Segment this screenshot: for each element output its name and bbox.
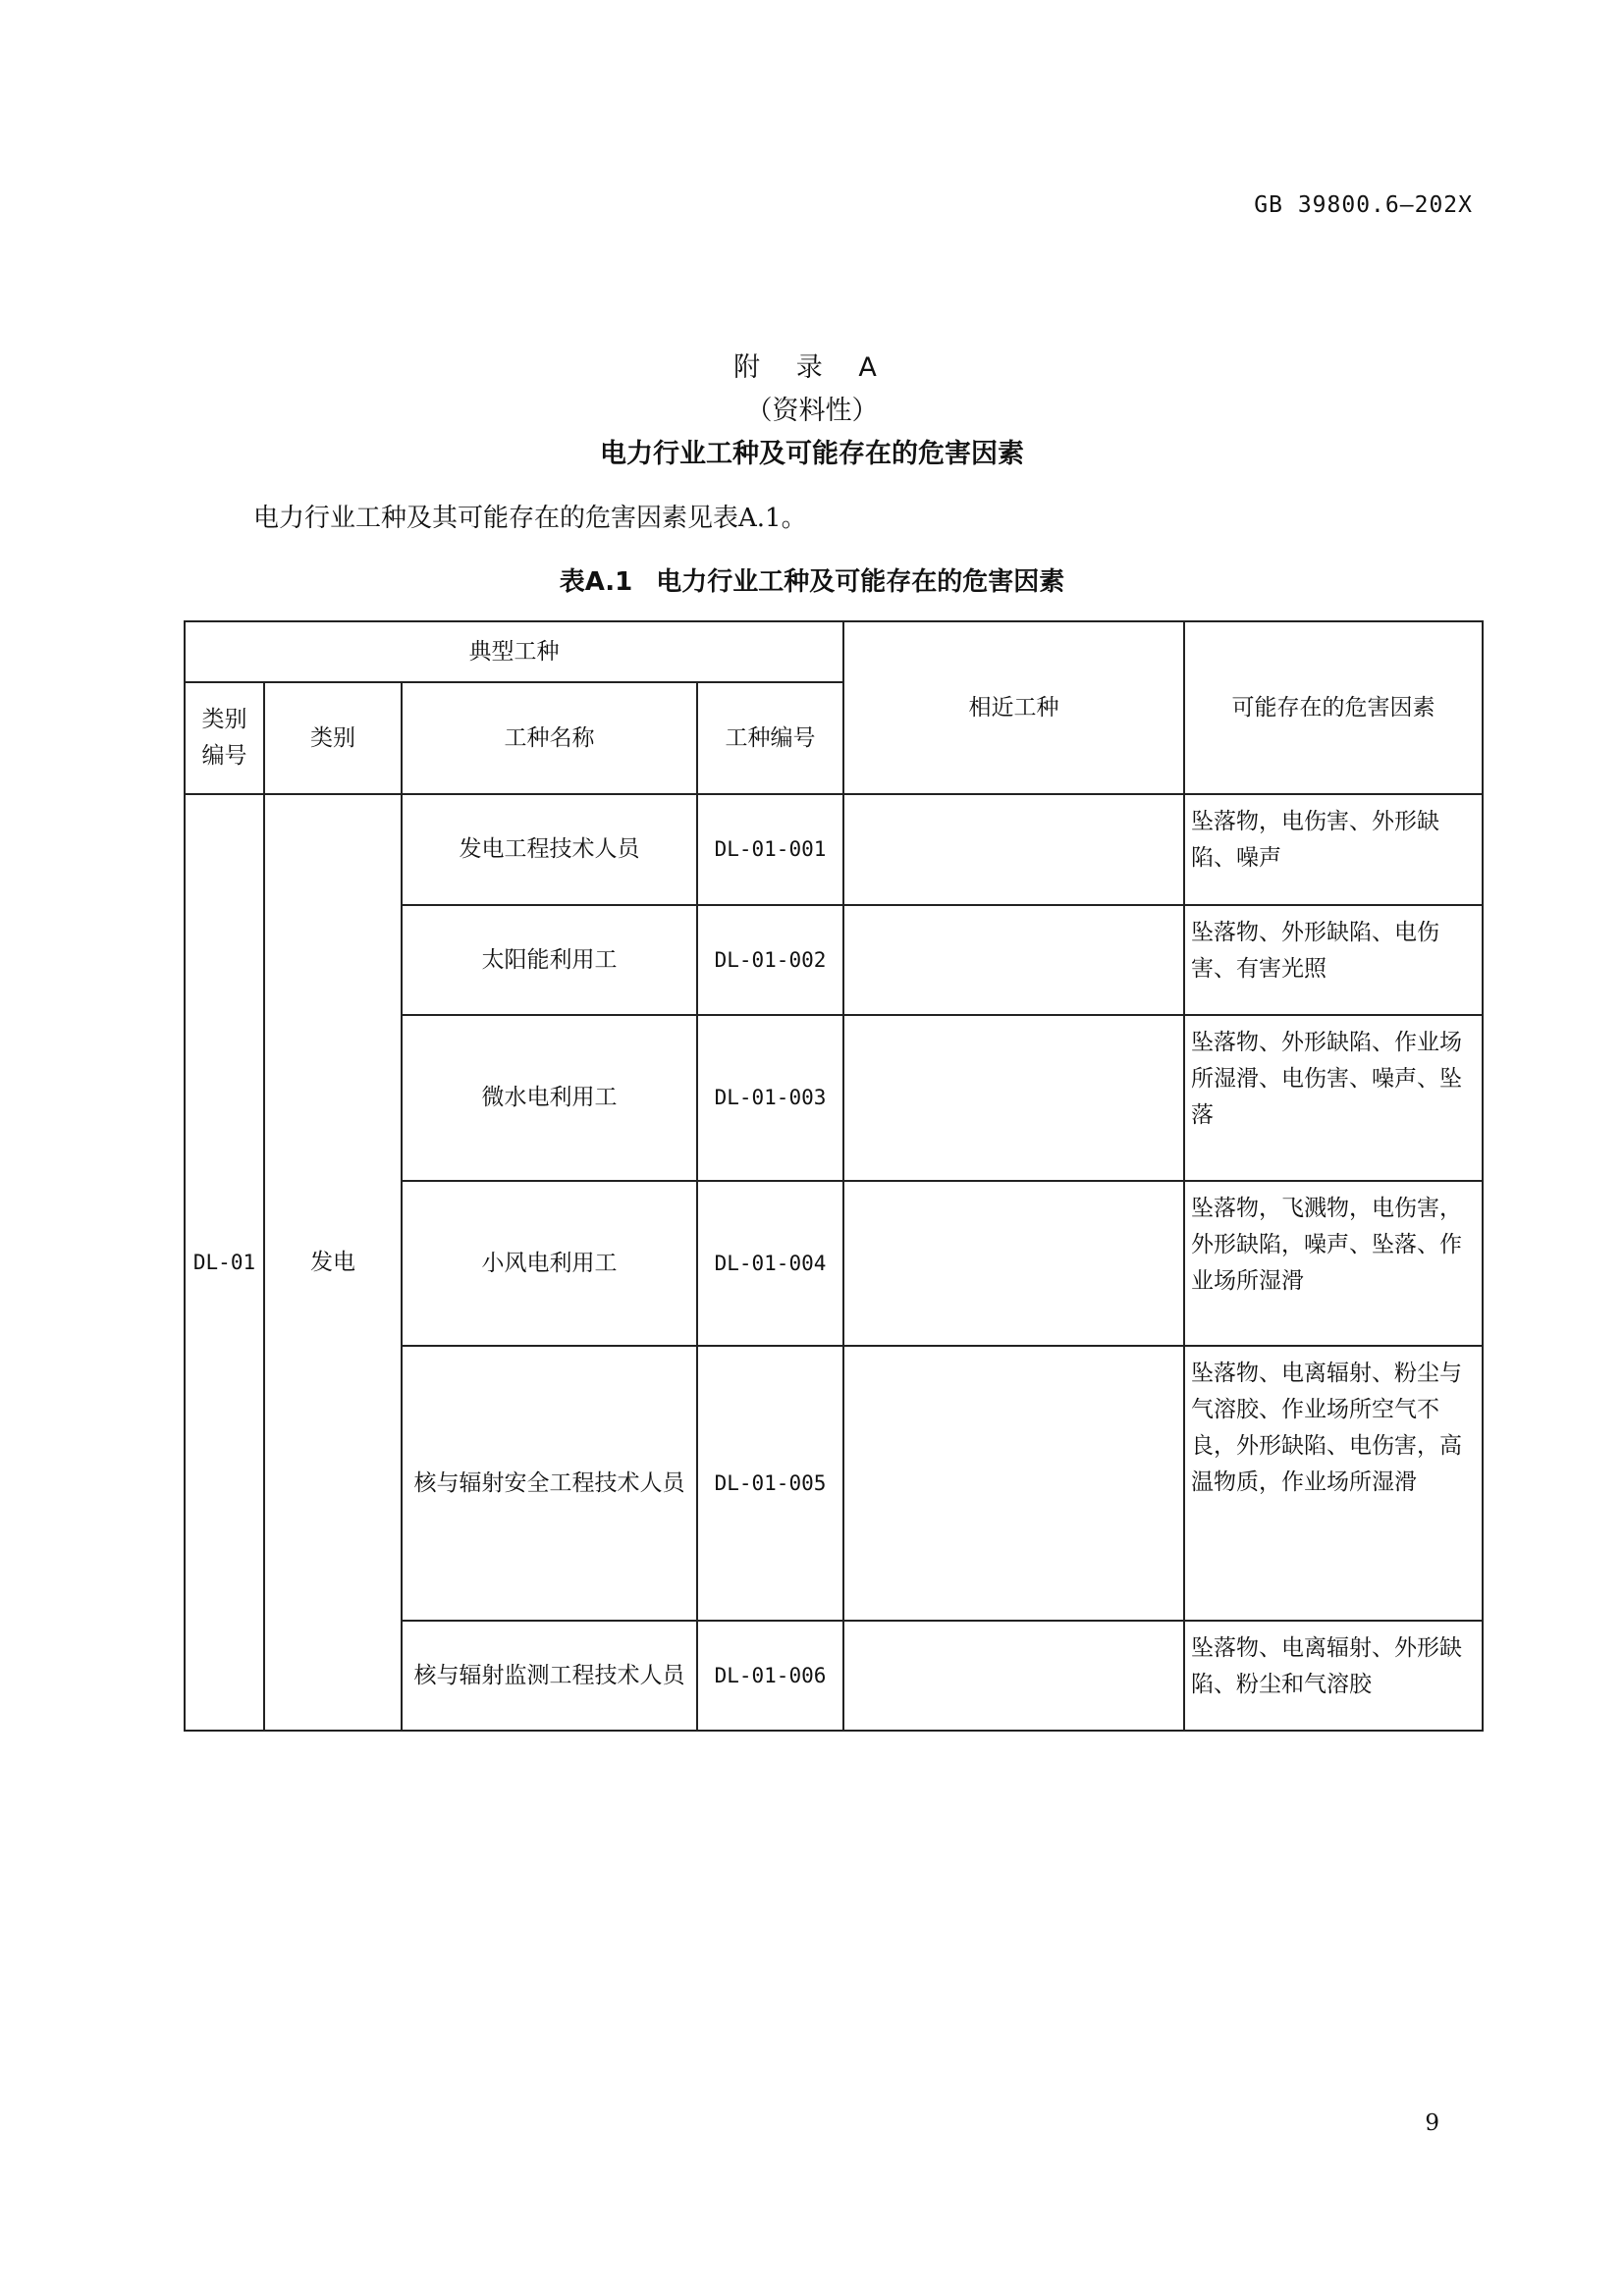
header-category: 类别 <box>264 682 402 794</box>
hazards-cell: 坠落物、电离辐射、粉尘与气溶胶、作业场所空气不良，外形缺陷、电伤害，高温物质，作业场所湿滑 <box>1184 1346 1483 1621</box>
similar-job-cell <box>843 794 1184 905</box>
table-caption-title: 电力行业工种及可能存在的危害因素 <box>656 567 1065 597</box>
job-code-cell: DL-01-004 <box>697 1181 843 1346</box>
header-job-code: 工种编号 <box>697 682 843 794</box>
hazards-cell: 坠落物、电离辐射、外形缺陷、粉尘和气溶胶 <box>1184 1621 1483 1731</box>
job-name-cell: 太阳能利用工 <box>402 905 697 1015</box>
hazards-cell: 坠落物、外形缺陷、作业场所湿滑、电伤害、噪声、坠落 <box>1184 1015 1483 1181</box>
hazards-cell: 坠落物，电伤害、外形缺陷、噪声 <box>1184 794 1483 905</box>
table-row <box>185 794 1483 905</box>
hazard-table <box>184 620 1484 1732</box>
job-name-cell: 小风电利用工 <box>402 1181 697 1346</box>
table-caption-number: 表A.1 <box>559 567 633 597</box>
job-name-cell: 核与辐射监测工程技术人员 <box>402 1621 697 1731</box>
job-code-cell: DL-01-006 <box>697 1621 843 1731</box>
header-similar-job: 相近工种 <box>843 621 1184 794</box>
header-typical-job: 典型工种 <box>185 621 843 682</box>
category-code-cell: DL-01 <box>185 794 264 1731</box>
appendix-nature: （资料性） <box>745 396 879 426</box>
page-number: 9 <box>1425 2110 1439 2136</box>
appendix-title: 附 录 A <box>733 352 891 383</box>
hazards-cell: 坠落物、外形缺陷、电伤害、有害光照 <box>1184 905 1483 1015</box>
job-name-cell: 发电工程技术人员 <box>402 794 697 905</box>
job-code-cell: DL-01-005 <box>697 1346 843 1621</box>
similar-job-cell <box>843 1015 1184 1181</box>
job-code-cell: DL-01-003 <box>697 1015 843 1181</box>
header-category-code: 类别编号 <box>185 682 264 794</box>
similar-job-cell <box>843 905 1184 1015</box>
similar-job-cell <box>843 1181 1184 1346</box>
category-cell: 发电 <box>264 794 402 1731</box>
similar-job-cell <box>843 1621 1184 1731</box>
job-code-cell: DL-01-002 <box>697 905 843 1015</box>
table-caption <box>0 561 1624 598</box>
hazards-cell: 坠落物，飞溅物，电伤害，外形缺陷，噪声、坠落、作业场所湿滑 <box>1184 1181 1483 1346</box>
job-name-cell: 核与辐射安全工程技术人员 <box>402 1346 697 1621</box>
appendix-heading: 电力行业工种及可能存在的危害因素 <box>600 439 1024 469</box>
job-code-cell: DL-01-001 <box>697 794 843 905</box>
header-hazards: 可能存在的危害因素 <box>1184 621 1483 794</box>
intro-paragraph: 电力行业工种及其可能存在的危害因素见表A.1。 <box>253 504 807 533</box>
similar-job-cell <box>843 1346 1184 1621</box>
job-name-cell: 微水电利用工 <box>402 1015 697 1181</box>
header-job-name: 工种名称 <box>402 682 697 794</box>
standard-code: GB 39800.6—202X <box>1254 192 1473 218</box>
